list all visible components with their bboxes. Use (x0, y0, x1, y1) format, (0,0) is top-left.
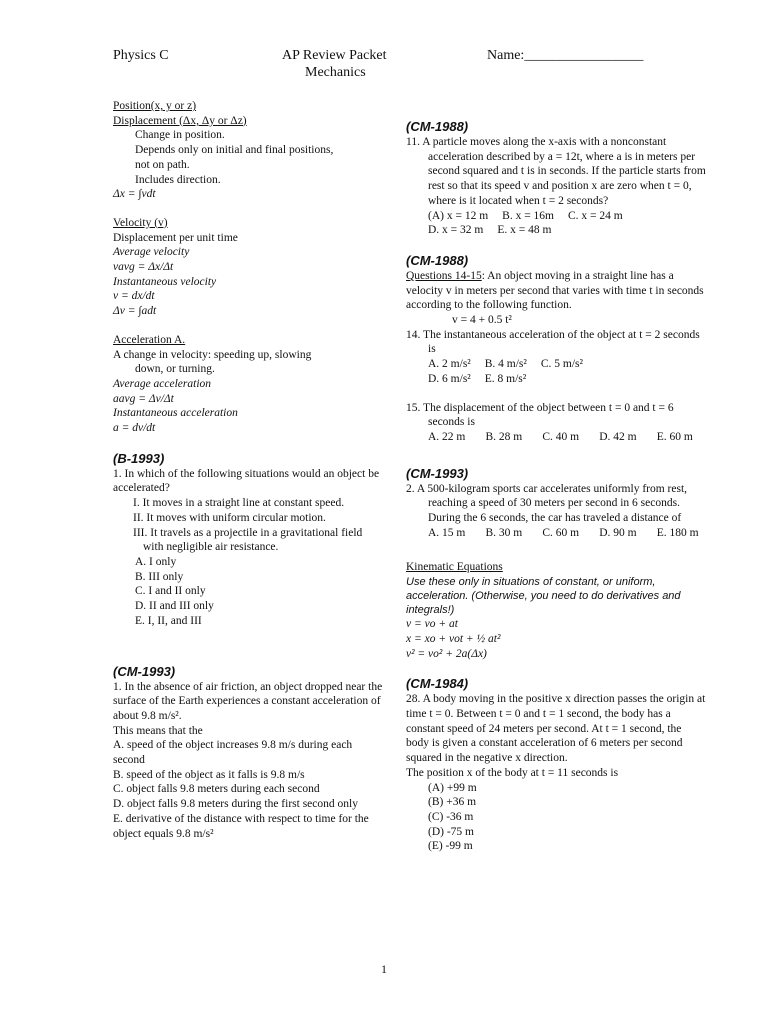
avg-accel-equation: aavg = Δv/Δt (113, 392, 174, 405)
avg-velocity-label: Average velocity (113, 246, 190, 259)
question-item: II. It moves with uniform circular motion. (133, 511, 326, 524)
answer-choices (406, 223, 706, 238)
question-item: III. It travels as a projectile in a gravitational field with negligible air resistance. (133, 526, 363, 554)
inst-accel-equation: a = dv/dt (113, 422, 156, 435)
question-stem: 1. In which of the following situations would an object be accelerated? (113, 467, 380, 495)
answer-choice: A. speed of the object increases 9.8 m/s during each second (113, 739, 353, 767)
packet-title: AP Review Packet (282, 48, 387, 63)
question-stem: 2. A 500-kilogram sports car accelerates uniformly from rest, reaching a speed of 30 meters per second in 6 seconds. During the 6 seconds, the car has traveled a distance of (406, 482, 688, 525)
kinematic-note: Use these only in situations of constant, or uniform, acceleration. (Otherwise, you need to do derivatives and integrals!) (406, 576, 681, 617)
course-name: Physics C (113, 48, 169, 63)
dv-equation: Δv = ∫adt (113, 305, 157, 318)
disp-line: not on path. (135, 158, 190, 171)
answer-choice: C. x = 24 m (568, 209, 623, 222)
displacement-heading: Displacement (Δx, Δy or Δz) (113, 114, 247, 127)
answer-choice: E. derivative of the distance with respect to time for the object equals 9.8 m/s² (113, 812, 369, 840)
answer-choice: E. x = 48 m (497, 224, 552, 237)
avg-velocity-equation: vavg = Δx/Δt (113, 261, 174, 274)
velocity-function: v = 4 + 0.5 t² (452, 314, 512, 327)
answer-choice: (A) +99 m (428, 781, 477, 794)
inst-velocity-label: Instantaneous velocity (113, 275, 217, 288)
velocity-heading: Velocity (v) (113, 216, 168, 229)
accel-definition: A change in velocity: speeding up, slowing (113, 348, 312, 361)
right-column (406, 118, 706, 854)
question-stem: 14. The instantaneous acceleration of the object at t = 2 seconds is (406, 328, 700, 356)
answer-choice: E. 8 m/s² (484, 372, 527, 385)
answer-choice: D. II and III only (135, 600, 214, 613)
answer-choice: (E) -99 m (428, 840, 473, 853)
avg-accel-label: Average acceleration (113, 377, 212, 390)
answer-choice: D. x = 32 m (428, 224, 484, 237)
disp-line: Depends only on initial and final positions, (135, 144, 334, 157)
kinematic-eq: x = xo + vot + ½ at² (406, 632, 501, 645)
answer-choices: A. 22 m B. 28 m C. 40 m D. 42 m E. 60 m (428, 430, 693, 443)
answer-choices: A. 15 m B. 30 m C. 60 m D. 90 m E. 180 m (428, 526, 699, 539)
left-column (113, 99, 383, 841)
page-number: 1 (381, 962, 387, 976)
packet-subtitle: Mechanics (305, 65, 366, 80)
answer-choice: B. III only (135, 570, 184, 583)
disp-equation: Δx = ∫vdt (113, 188, 156, 201)
answer-choices (406, 209, 706, 224)
question-source: (CM-1993) (406, 465, 469, 481)
question-stem: 1. In the absence of air friction, an object dropped near the surface of the Earth experiences a constant acceleration of about 9.8 m/s². (113, 680, 383, 722)
question-source: (B-1993) (113, 450, 165, 466)
question-lead: The position x of the body at t = 11 seconds is (406, 766, 619, 779)
answer-choice: B. 4 m/s² (484, 358, 527, 371)
accel-definition-cont: down, or turning. (135, 363, 215, 376)
question-source: (CM-1988) (406, 119, 469, 134)
name-field: Name:_________________ (487, 48, 644, 63)
inst-accel-label: Instantaneous acceleration (113, 407, 238, 420)
answer-choice: C. 5 m/s² (540, 358, 583, 371)
question-source: (CM-1993) (113, 663, 176, 679)
answer-choices (406, 357, 706, 372)
question-intro-text: : An object moving in a straight line has a velocity v in meters per second that varies with time t in seconds according to the following function. (406, 269, 704, 312)
answer-choice: C. I and II only (135, 585, 206, 598)
question-stem: 15. The displacement of the object between t = 0 and t = 6 seconds is (406, 401, 674, 429)
velocity-definition: Displacement per unit time (113, 231, 238, 244)
answer-choice: D. object falls 9.8 meters during the first second only (113, 798, 358, 811)
answer-choice: A. I only (135, 555, 177, 568)
acceleration-heading: Acceleration A. (113, 333, 186, 346)
disp-line: Change in position. (135, 129, 225, 142)
question-stem: 11. A particle moves along the x-axis with a nonconstant acceleration described by a = 12t, where a is in meters per second squared and t is in seconds. If the particle starts from rest so that its speed v and position x are zero when t = 0, where is it located when t = 2 seconds? (406, 136, 706, 207)
question-stem: 28. A body moving in the positive x direction passes the origin at time t = 0. Between t = 0 and t = 1 second, the body has a constant speed of 24 meters per second. At t = 1 second, the body is given a constant acceleration of 6 meters per second squared in the negative x direction. (406, 693, 706, 765)
question-source: (CM-1984) (406, 676, 469, 692)
question-intro (406, 269, 706, 313)
answer-choice: (D) -75 m (428, 825, 474, 838)
answer-choice: A. 2 m/s² (428, 358, 471, 371)
answer-choice: C. object falls 9.8 meters during each second (113, 783, 320, 796)
question-lead: This means that the (113, 724, 203, 737)
disp-line: Includes direction. (135, 173, 221, 186)
inst-velocity-equation: v = dx/dt (113, 290, 155, 303)
answer-choices (406, 372, 706, 387)
answer-choice: E. I, II, and III (135, 614, 202, 627)
answer-choice: (A) x = 12 m (428, 209, 489, 222)
position-heading: Position(x, y or z) (113, 100, 197, 112)
question-source: (CM-1988) (406, 252, 469, 268)
question-item: I. It moves in a straight line at constant speed. (133, 497, 345, 510)
kinematic-heading: Kinematic Equations (406, 561, 503, 574)
answer-choice: B. x = 16m (502, 209, 555, 222)
kinematic-eq: v² = vo² + 2a(Δx) (406, 647, 487, 660)
answer-choice: (C) -36 m (428, 810, 474, 823)
answer-choice: (B) +36 m (428, 796, 477, 809)
kinematic-eq: v = vo + at (406, 618, 458, 631)
question-intro-label: Questions 14-15 (406, 269, 482, 282)
answer-choice: D. 6 m/s² (428, 372, 471, 385)
answer-choice: B. speed of the object as it falls is 9.8 m/s (113, 768, 305, 781)
